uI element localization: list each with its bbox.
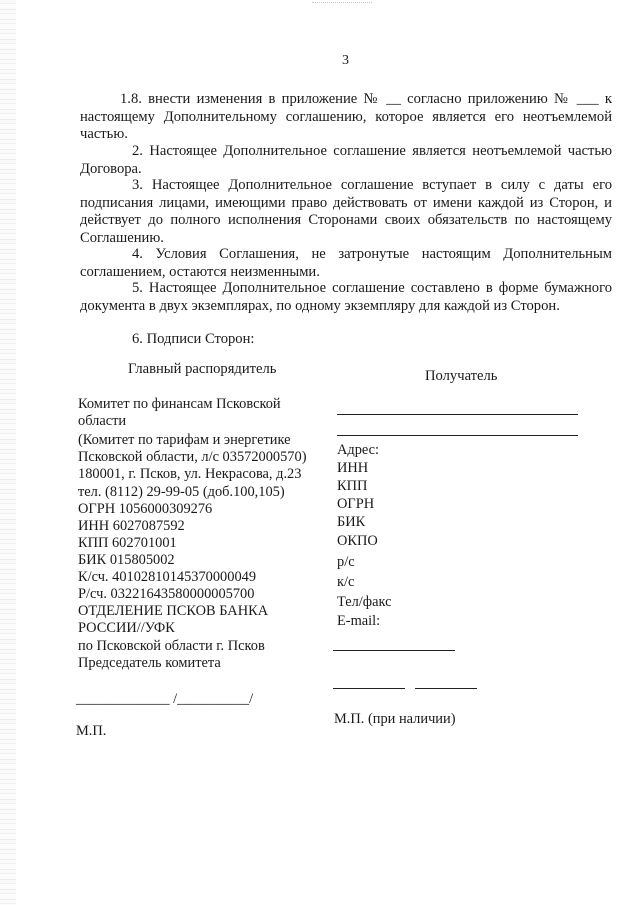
right-party-line: к/с: [337, 574, 355, 590]
left-party-line: Псковской области, л/с 03572000570): [78, 449, 307, 465]
right-party-title: Получатель: [425, 368, 498, 384]
left-party-line: КПП 602701001: [78, 535, 177, 551]
paragraph-6: 6. Подписи Сторон:: [132, 331, 255, 347]
right-party-line: ОКПО: [337, 533, 378, 549]
left-party-line: (Комитет по тарифам и энергетике: [78, 432, 291, 448]
paragraph-1-8: 1.8. внести изменения в приложение № __ согласно приложению № ___ к настоящему Дополнительному соглашению, которое является его неотъемлемой частью.: [80, 91, 612, 142]
left-party-line: К/сч. 40102810145370000049: [78, 569, 257, 585]
paragraph-4: 4. Условия Соглашения, не затронутые настоящим Дополнительным соглашением, остаются неизменными.: [80, 246, 612, 280]
recipient-signature-name-line: [415, 688, 477, 689]
scan-noise: [312, 2, 372, 6]
paragraph-2: 2. Настоящее Дополнительное соглашение является неотъемлемой частью Договора.: [80, 143, 612, 177]
left-signature-line: _____________ /__________/: [76, 691, 254, 707]
left-stamp-label: М.П.: [76, 723, 107, 739]
recipient-email-line: [333, 650, 455, 651]
left-party-line: БИК 015805002: [78, 552, 175, 568]
right-party-line: ИНН: [337, 460, 369, 476]
right-party-line: Адрес:: [337, 442, 380, 458]
scan-edge-artifact: [0, 0, 16, 905]
recipient-name-line: [337, 414, 578, 415]
right-party-line: Тел/факс: [337, 594, 392, 610]
left-party-line: Комитет по финансам Псковской: [78, 396, 281, 412]
left-party-line: 180001, г. Псков, ул. Некрасова, д.23: [78, 466, 302, 482]
left-party-line: ОГРН 1056000309276: [78, 501, 213, 517]
page-number: 3: [342, 53, 349, 68]
right-stamp-label: М.П. (при наличии): [334, 711, 456, 727]
recipient-name-line: [337, 435, 578, 436]
left-party-line: ОТДЕЛЕНИЕ ПСКОВ БАНКА: [78, 603, 269, 619]
left-party-line: ИНН 6027087592: [78, 518, 185, 534]
right-party-line: БИК: [337, 514, 366, 530]
paragraph-3: 3. Настоящее Дополнительное соглашение вступает в силу с даты его подписания лицами, имеющими право действовать от имени каждой из Сторон, и действует до полного исполнения Сторонами своих обязательств по настоящему Соглашению.: [80, 177, 612, 246]
right-party-line: КПП: [337, 478, 368, 494]
recipient-signature-line: [333, 688, 405, 689]
left-party-line: Р/сч. 03221643580000005700: [78, 586, 255, 602]
left-party-line: тел. (8112) 29-99-05 (доб.100,105): [78, 484, 285, 500]
paragraph-5: 5. Настоящее Дополнительное соглашение составлено в форме бумажного документа в двух экземплярах, по одному экземпляру для каждой из Сторон.: [80, 280, 612, 314]
right-party-line: ОГРН: [337, 496, 375, 512]
left-party-line: области: [78, 413, 127, 429]
left-party-line: Председатель комитета: [78, 655, 221, 671]
left-party-line: по Псковской области г. Псков: [78, 638, 265, 654]
left-party-line: РОССИИ//УФК: [78, 620, 175, 636]
left-party-title: Главный распорядитель: [128, 361, 277, 377]
right-party-line: р/с: [337, 554, 355, 570]
right-party-line: E-mail:: [337, 613, 381, 629]
